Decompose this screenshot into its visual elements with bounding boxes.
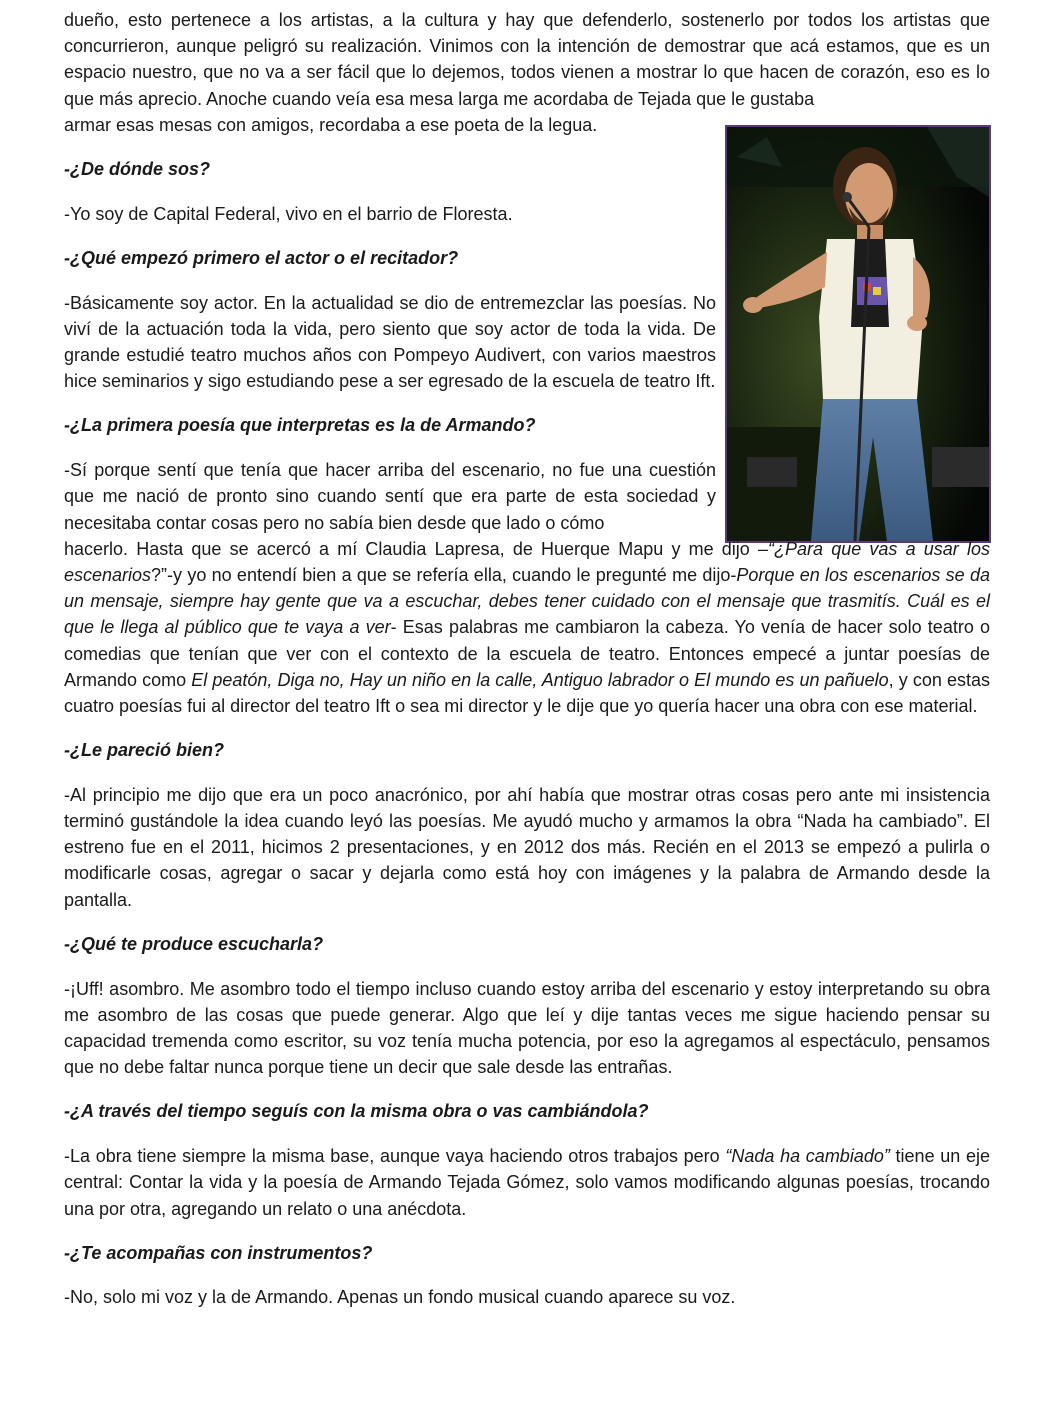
intro-paragraph: dueño, esto pertenece a los artistas, a la cultura y hay que defenderlo, sostenerlo por todos los artistas que concurrieron, aunque peligró su realización. Vinimos con la intención de demostrar que acá estamos, que es un espacio nuestro, que no va a ser fácil que lo dejemos, todos vienen a mostrar lo que hacen de corazón, eso es lo que más aprecio. Anoche cuando veía esa mesa larga me acordaba de Tejada que le gustaba bbox=[64, 10, 990, 109]
question-heading: -¿A través del tiempo seguís con la misma obra o vas cambiándola? bbox=[64, 1101, 649, 1122]
intro-paragraph-end: armar esas mesas con amigos, recordaba a ese poeta de la legua. bbox=[64, 114, 598, 135]
quoted-text: “¿Para que vas a usar los escenarios bbox=[64, 538, 990, 585]
question-heading: -¿De dónde sos? bbox=[64, 159, 211, 180]
answer-text: ?”-y yo no entendí bien a que se refería ella, cuando le pregunté me dijo- bbox=[151, 564, 737, 585]
answer-text: hacerlo. Hasta que se acercó a mí Claudia Lapresa, de Huerque Mapu y me dijo – bbox=[64, 538, 769, 559]
question-heading: -¿Qué empezó primero el actor o el recitador? bbox=[64, 247, 459, 268]
question-heading: -¿Le pareció bien? bbox=[64, 740, 225, 761]
answer-paragraph: -No, solo mi voz y la de Armando. Apenas un fondo musical cuando aparece su voz. bbox=[64, 1287, 736, 1308]
answer-paragraph bbox=[64, 1143, 990, 1222]
answer-paragraph-continued bbox=[64, 536, 990, 719]
question-heading: -¿Te acompañas con instrumentos? bbox=[64, 1242, 373, 1263]
answer-text: - Esas palabras me cambiaron la cabeza. Yo venía de hacer solo teatro o comedias que tenían que ver con el contexto de la escuela de teatro. Entonces empecé a juntar poesías de Armando como bbox=[64, 617, 990, 690]
answer-text: -La obra tiene siempre la misma base, aunque vaya haciendo otros trabajos pero bbox=[64, 1146, 726, 1167]
question-heading: -¿Qué te produce escucharla? bbox=[64, 933, 324, 954]
question-heading: -¿La primera poesía que interpretas es la de Armando? bbox=[64, 415, 536, 436]
answer-paragraph: -Básicamente soy actor. En la actualidad se dio de entremezclar las poesías. No viví de la actuación toda la vida, pero siento que soy actor de toda la vida. De grande estudié teatro muchos años con Pompeyo Audivert, con varios maestros hice seminarios y sigo estudiando pese a ser egresado de la escuela de teatro Ift. bbox=[64, 292, 716, 392]
answer-text: tiene un eje central: Contar la vida y la poesía de Armando Tejada Gómez, solo vamos modificando algunas poesías, trocando una por otra, agregando un relato o una anécdota. bbox=[64, 1146, 991, 1219]
article-column bbox=[64, 7, 990, 1311]
quoted-text: Porque en los escenarios se da un mensaje, siempre hay gente que va a escuchar, debes tener cuidado con el mensaje que trasmitís. Cuál es el que le llega al público que te vaya a ver bbox=[64, 564, 990, 638]
answer-paragraph: -Yo soy de Capital Federal, vivo en el barrio de Floresta. bbox=[64, 203, 513, 224]
answer-text: , y con estas cuatro poesías fui al director del teatro Ift o sea mi director y le dije que yo quería hacer una obra con ese material. bbox=[64, 669, 990, 716]
poem-titles: El peatón, Diga no, Hay un niño en la calle, Antiguo labrador o El mundo es un pañuelo bbox=[191, 669, 889, 690]
answer-paragraph-wrapped: -Sí porque sentí que tenía que hacer arriba del escenario, no fue una cuestión que me nació de pronto sino cuando sentí que era parte de esta sociedad y necesitaba contar cosas pero no sabía bien desde que lado o cómo bbox=[64, 460, 716, 533]
work-title: “Nada ha cambiado” bbox=[725, 1146, 890, 1167]
answer-paragraph: -Al principio me dijo que era un poco anacrónico, por ahí había que mostrar otras cosas pero ante mi insistencia terminó gustándole la idea cuando leyó las poesías. Me ayudó mucho y armamos la obra “Nada ha cambiado”. El estreno fue en el 2011, hicimos 2 presentaciones, y en 2012 dos más. Recién en el 2013 se empezó a pulirla o modificarle cosas, agregar o sacar y dejarla como está hoy con imágenes y la palabra de Armando desde la pantalla. bbox=[64, 784, 990, 910]
answer-paragraph: -¡Uff! asombro. Me asombro todo el tiempo incluso cuando estoy arriba del escenario y estoy interpretando su obra me asombro de las cosas que puede generar. Algo que leí y dije tantas veces me sigue haciendo pensar su capacidad tremenda como escritor, su voz tenía mucha potencia, por eso la agregamos al espectáculo, pensamos que no debe faltar nunca porque tiene un decir que sale desde las entrañas. bbox=[64, 978, 990, 1078]
